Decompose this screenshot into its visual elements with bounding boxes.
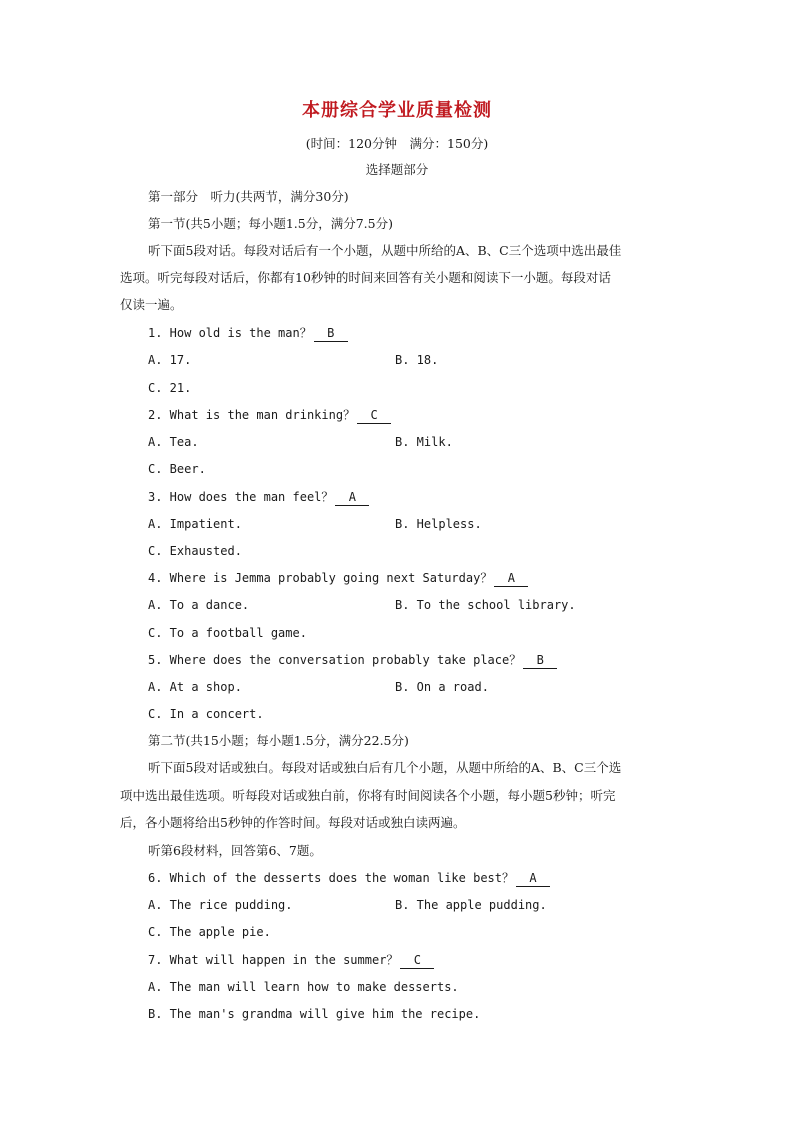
answer-blank: B [523,652,557,669]
instructions-line: 听下面5段对话。每段对话后有一个小题，从题中所给的A、B、C三个选项中选出最佳 [148,243,622,258]
question-5 [148,652,557,669]
option-b: B. The apple pudding. [395,898,547,912]
option-c: C. Beer. [148,462,206,476]
question-6 [148,870,550,887]
question-stem: 6. Which of the desserts does the woman like best？ [148,871,515,885]
option-c: C. 21. [148,381,192,395]
question-3 [148,489,369,506]
option-a: A. Impatient. [148,517,242,531]
option-c: C. Exhausted. [148,544,242,558]
question-4 [148,570,528,587]
answer-blank: C [400,952,434,969]
option-a: A. The man will learn how to make desserts. [148,980,459,994]
option-a: A. To a dance. [148,598,250,612]
question-2 [148,407,391,424]
option-b: B. On a road. [395,680,489,694]
instructions-line: 项中选出最佳选项。听每段对话或独白前，你将有时间阅读各个小题，每小题5秒钟；听完 [120,788,616,803]
answer-blank: B [314,325,348,342]
question-stem: 3. How does the man feel？ [148,490,334,504]
option-b: B. The man's grandma will give him the recipe. [148,1007,481,1021]
section-heading: 第二节(共15小题；每小题1.5分，满分22.5分) [148,733,409,748]
exam-subtitle: (时间：120分钟 满分：150分) [305,136,489,151]
instructions-line: 仅读一遍。 [120,297,183,312]
option-b: B. 18. [395,353,439,367]
option-a: A. 17. [148,353,192,367]
option-c: C. The apple pie. [148,925,271,939]
answer-blank: A [516,870,550,887]
option-b: B. Helpless. [395,517,482,531]
question-stem: 1. How old is the man？ [148,326,312,340]
instructions-line: 选项。听完每段对话后，你都有10秒钟的时间来回答有关小题和阅读下一小题。每段对话 [120,270,611,285]
instructions-line: 听下面5段对话或独白。每段对话或独白后有几个小题，从题中所给的A、B、C三个选 [148,760,622,775]
question-1 [148,325,348,342]
question-stem: 5. Where does the conversation probably take place？ [148,653,522,667]
option-c: C. In a concert. [148,707,264,721]
option-a: A. The rice pudding. [148,898,293,912]
question-7 [148,952,434,969]
part-heading: 第一部分 听力(共两节，满分30分) [148,189,349,204]
instructions-line: 后，各小题将给出5秒钟的作答时间。每段对话或独白读两遍。 [120,815,466,830]
option-b: B. Milk. [395,435,453,449]
option-b: B. To the school library. [395,598,576,612]
answer-blank: C [357,407,391,424]
question-stem: 2. What is the man drinking？ [148,408,356,422]
question-stem: 7. What will happen in the summer？ [148,953,399,967]
option-a: A. At a shop. [148,680,242,694]
section-label: 选择题部分 [365,162,429,177]
option-c: C. To a football game. [148,626,307,640]
answer-blank: A [335,489,369,506]
material-heading: 听第6段材料，回答第6、7题。 [148,843,322,858]
option-a: A. Tea. [148,435,199,449]
question-stem: 4. Where is Jemma probably going next Saturday？ [148,571,493,585]
section-heading: 第一节(共5小题；每小题1.5分，满分7.5分) [148,216,393,231]
page-title: 本册综合学业质量检测 [302,100,492,121]
answer-blank: A [494,570,528,587]
